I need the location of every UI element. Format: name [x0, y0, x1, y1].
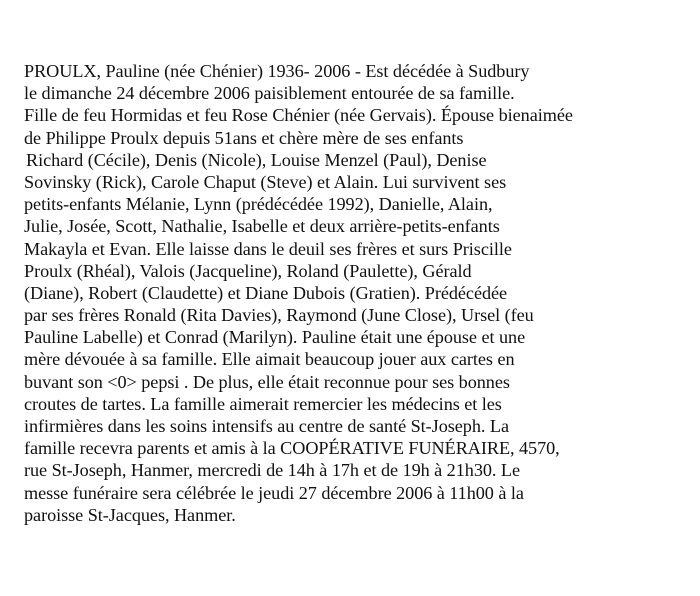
obituary-line: croutes de tartes. La famille aimerait remercier les médecins et les — [24, 393, 502, 414]
obituary-line: (Diane), Robert (Claudette) et Diane Dubois (Gratien). Prédécédée — [24, 282, 508, 303]
obituary-line: PROULX, Pauline (née Chénier) 1936- 2006 - Est décédée à Sudbury — [24, 61, 530, 81]
obituary-line: Fille de feu Hormidas et feu Rose Chénier (née Gervais). Épouse bienaimée — [24, 105, 573, 126]
obituary-line: buvant son <0> pepsi . De plus, elle était reconnue pour ses bonnes — [24, 371, 510, 392]
obituary-line: Pauline Labelle) et Conrad (Marilyn). Pauline était une épouse et une — [24, 327, 526, 348]
obituary-line: rue St-Joseph, Hanmer, mercredi de 14h à 17h et de 19h à 21h30. Le — [24, 460, 520, 481]
obituary-line: Sovinsky (Rick), Carole Chaput (Steve) et Alain. Lui survivent ses — [24, 171, 507, 192]
obituary-line: par ses frères Ronald (Rita Davies), Raymond (June Close), Ursel (feu — [24, 305, 534, 326]
obituary-line: petits-enfants Mélanie, Lynn (prédécédée 1992), Danielle, Alain, — [24, 194, 493, 215]
obituary-line: paroisse St-Jacques, Hanmer. — [24, 504, 236, 525]
obituary-line: Richard (Cécile), Denis (Nicole), Louise Menzel (Paul), Denise — [26, 149, 487, 170]
obituary-line: Makayla et Evan. Elle laisse dans le deuil ses frères et surs Priscille — [24, 238, 512, 259]
obituary-line: famille recevra parents et amis à la COOPÉRATIVE FUNÉRAIRE, 4570, — [24, 438, 560, 459]
obituary-line: Julie, Josée, Scott, Nathalie, Isabelle et deux arrière-petits-enfants — [24, 216, 500, 237]
obituary-line: messe funéraire sera célébrée le jeudi 27 décembre 2006 à 11h00 à la — [24, 482, 524, 503]
obituary-line: le dimanche 24 décembre 2006 paisiblement entourée de sa famille. — [24, 83, 515, 104]
obituary-text-block — [24, 60, 684, 526]
obituary-line: Proulx (Rhéal), Valois (Jacqueline), Roland (Paulette), Gérald — [24, 260, 472, 281]
obituary-line: de Philippe Proulx depuis 51ans et chère mère de ses enfants — [24, 127, 464, 148]
obituary-line: infirmières dans les soins intensifs au centre de santé St-Joseph. La — [24, 416, 509, 436]
obituary-line: mère dévouée à sa famille. Elle aimait beaucoup jouer aux cartes en — [24, 349, 515, 370]
